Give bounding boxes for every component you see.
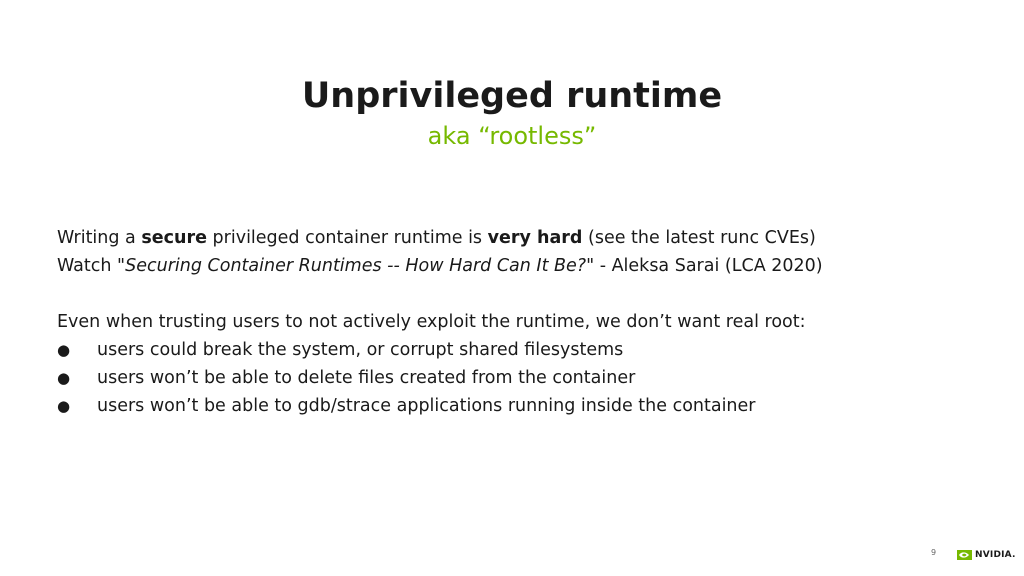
slide-subtitle: aka “rootless” (427, 122, 597, 150)
emphasis-secure: secure (141, 228, 207, 248)
list-item (57, 336, 977, 364)
talk-title: Securing Container Runtimes -- How Hard Can It Be? (125, 256, 587, 276)
nvidia-logo (957, 545, 1016, 564)
paragraph-secure-runtime (57, 224, 977, 252)
list-item-text: users won’t be able to gdb/strace applications running inside the container (97, 396, 756, 416)
bullet-icon: ● (57, 341, 71, 359)
bullet-icon: ● (57, 369, 71, 387)
page-number: 9 (931, 548, 937, 557)
list-item (57, 364, 977, 392)
bullet-list (57, 336, 977, 420)
text-fragment: " - Aleksa Sarai (LCA 2020) (586, 256, 823, 276)
slide-title: Unprivileged runtime (301, 76, 723, 116)
nvidia-eye-icon (957, 545, 972, 564)
logo-text: NVIDIA. (975, 549, 1016, 560)
paragraph-real-root: Even when trusting users to not actively exploit the runtime, we don’t want real root: (57, 312, 806, 332)
list-item-text: users won’t be able to delete files created from the container (97, 368, 636, 388)
slide-body (57, 224, 977, 420)
text-fragment: Watch " (57, 256, 126, 276)
text-fragment: Writing a (57, 228, 142, 248)
bullet-icon: ● (57, 397, 71, 415)
emphasis-very-hard: very hard (487, 228, 583, 248)
paragraph-watch-talk (57, 252, 977, 280)
list-item (57, 392, 977, 420)
text-fragment: privileged container runtime is (206, 228, 488, 248)
list-item-text: users could break the system, or corrupt shared filesystems (97, 340, 624, 360)
text-fragment: (see the latest runc CVEs) (582, 228, 816, 248)
spacer (57, 280, 977, 308)
